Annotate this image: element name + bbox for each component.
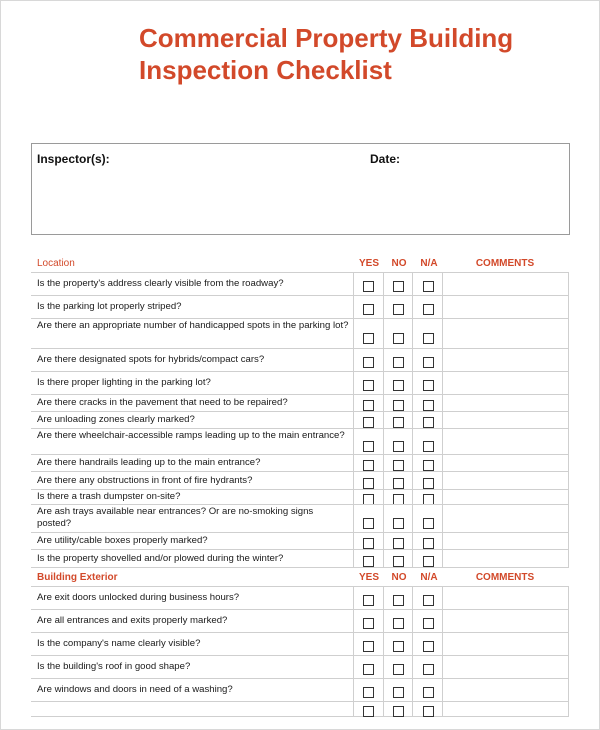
cell-divider [353, 550, 354, 567]
cell-divider [383, 505, 384, 532]
cell-divider [353, 610, 354, 632]
cell-divider [383, 656, 384, 678]
no-checkbox[interactable] [393, 281, 404, 292]
checklist-row [31, 348, 569, 371]
na-checkbox[interactable] [423, 556, 434, 567]
comments-cell[interactable] [443, 550, 567, 567]
cell-divider [353, 429, 354, 454]
cell-divider [383, 702, 384, 716]
yes-checkbox[interactable] [363, 400, 374, 411]
cell-divider [383, 429, 384, 454]
no-checkbox[interactable] [393, 304, 404, 315]
yes-checkbox[interactable] [363, 687, 374, 698]
yes-checkbox[interactable] [363, 618, 374, 629]
cell-divider [353, 633, 354, 655]
checklist-row [31, 272, 569, 295]
checklist-question: Is there proper lighting in the parking lot? [37, 377, 211, 388]
no-column-header: NO [391, 258, 407, 269]
na-checkbox[interactable] [423, 478, 434, 489]
na-checkbox[interactable] [423, 595, 434, 606]
no-checkbox[interactable] [393, 538, 404, 549]
na-checkbox[interactable] [423, 417, 434, 428]
cell-divider [383, 455, 384, 471]
comments-cell[interactable] [443, 656, 567, 678]
checklist-row [31, 532, 569, 549]
cell-divider [383, 412, 384, 428]
comments-cell[interactable] [443, 533, 567, 549]
cell-divider [383, 296, 384, 318]
comments-cell[interactable] [443, 455, 567, 471]
cell-divider [412, 587, 413, 609]
cell-divider [412, 702, 413, 716]
cell-divider [353, 372, 354, 394]
checklist-question: Are ash trays available near entrances? Or are no-smoking signs posted? [37, 506, 314, 529]
comments-cell[interactable] [443, 505, 567, 532]
cell-divider [383, 319, 384, 348]
checklist-question: Is the company's name clearly visible? [37, 638, 201, 649]
checklist-question: Are exit doors unlocked during business hours? [37, 592, 240, 603]
na-checkbox[interactable] [423, 706, 434, 717]
checklist-question: Is the parking lot properly striped? [37, 301, 182, 312]
yes-checkbox[interactable] [363, 706, 374, 717]
comments-cell[interactable] [443, 702, 567, 716]
no-checkbox[interactable] [393, 687, 404, 698]
checklist-row [31, 632, 569, 655]
checklist-row [31, 549, 569, 568]
location-heading: Location [37, 258, 75, 269]
yes-checkbox[interactable] [363, 281, 374, 292]
no-checkbox[interactable] [393, 595, 404, 606]
checklist-question: Are all entrances and exits properly marked? [37, 615, 228, 626]
comments-column-header: COMMENTS [475, 258, 535, 269]
cell-divider [353, 472, 354, 489]
cell-divider [383, 372, 384, 394]
comments-cell[interactable] [443, 349, 567, 371]
cell-divider [383, 273, 384, 295]
cell-divider [412, 633, 413, 655]
cell-divider [412, 656, 413, 678]
cell-divider [412, 372, 413, 394]
checklist-question: Are utility/cable boxes properly marked? [37, 535, 208, 546]
no-checkbox[interactable] [393, 641, 404, 652]
cell-divider [353, 490, 354, 504]
no-checkbox[interactable] [393, 618, 404, 629]
cell-divider [412, 395, 413, 411]
no-checkbox[interactable] [393, 380, 404, 391]
comments-cell[interactable] [443, 610, 567, 632]
table-right-rule [568, 272, 569, 568]
cell-divider [412, 533, 413, 549]
cell-divider [383, 633, 384, 655]
na-checkbox[interactable] [423, 333, 434, 344]
cell-divider [383, 472, 384, 489]
cell-divider [383, 587, 384, 609]
no-checkbox[interactable] [393, 664, 404, 675]
comments-cell[interactable] [443, 490, 567, 504]
na-checkbox[interactable] [423, 518, 434, 529]
location-section-header [31, 255, 569, 272]
cell-divider [353, 349, 354, 371]
na-checkbox[interactable] [423, 618, 434, 629]
cell-divider [383, 550, 384, 567]
page-title [139, 22, 513, 86]
cell-divider [412, 455, 413, 471]
checklist-row [31, 701, 569, 717]
comments-cell[interactable] [443, 412, 567, 428]
yes-checkbox[interactable] [363, 417, 374, 428]
cell-divider [353, 455, 354, 471]
checklist-question: Is the building's roof in good shape? [37, 661, 191, 672]
checklist-question: Are windows and doors in need of a washing? [37, 684, 233, 695]
cell-divider [383, 349, 384, 371]
no-checkbox[interactable] [393, 706, 404, 717]
yes-checkbox[interactable] [363, 460, 374, 471]
cell-divider [412, 412, 413, 428]
cell-divider [412, 472, 413, 489]
checklist-row [31, 609, 569, 632]
na-column-header: N/A [420, 572, 438, 583]
no-checkbox[interactable] [393, 518, 404, 529]
checklist-question: Are there designated spots for hybrids/compact cars? [37, 354, 265, 365]
cell-divider [353, 702, 354, 716]
checklist-row [31, 454, 569, 471]
yes-checkbox[interactable] [363, 478, 374, 489]
na-checkbox[interactable] [423, 687, 434, 698]
no-checkbox[interactable] [393, 400, 404, 411]
no-checkbox[interactable] [393, 333, 404, 344]
no-checkbox[interactable] [393, 460, 404, 471]
yes-checkbox[interactable] [363, 595, 374, 606]
checklist-question: Are there any obstructions in front of fire hydrants? [37, 475, 253, 486]
cell-divider [412, 490, 413, 504]
checklist-question: Is the property's address clearly visible from the roadway? [37, 278, 284, 289]
cell-divider [412, 679, 413, 701]
comments-cell[interactable] [443, 372, 567, 394]
checklist-row [31, 318, 569, 348]
no-checkbox[interactable] [393, 357, 404, 368]
checklist-row [31, 504, 569, 532]
comments-cell[interactable] [443, 273, 567, 295]
checklist-question: Are there handrails leading up to the main entrance? [37, 457, 261, 468]
cell-divider [412, 319, 413, 348]
cell-divider [353, 656, 354, 678]
yes-column-header: YES [358, 258, 379, 269]
checklist-row [31, 471, 569, 489]
na-checkbox[interactable] [423, 357, 434, 368]
cell-divider [383, 679, 384, 701]
checklist-row [31, 655, 569, 678]
yes-checkbox[interactable] [363, 641, 374, 652]
cell-divider [412, 429, 413, 454]
cell-divider [383, 490, 384, 504]
cell-divider [353, 395, 354, 411]
cell-divider [412, 505, 413, 532]
checklist-question: Is there a trash dumpster on-site? [37, 491, 181, 502]
location-rows [31, 272, 569, 568]
cell-divider [383, 395, 384, 411]
cell-divider [353, 296, 354, 318]
cell-divider [353, 273, 354, 295]
comments-cell[interactable] [443, 587, 567, 609]
yes-checkbox[interactable] [363, 357, 374, 368]
checklist-row [31, 295, 569, 318]
checklist-row [31, 678, 569, 701]
yes-checkbox[interactable] [363, 441, 374, 452]
comments-cell[interactable] [443, 472, 567, 489]
yes-checkbox[interactable] [363, 380, 374, 391]
inspector-info-box[interactable] [31, 143, 570, 235]
na-checkbox[interactable] [423, 304, 434, 315]
location-section [31, 255, 569, 568]
checklist-row [31, 428, 569, 454]
comments-cell[interactable] [443, 296, 567, 318]
yes-checkbox[interactable] [363, 333, 374, 344]
cell-divider [383, 533, 384, 549]
cell-divider [412, 349, 413, 371]
yes-checkbox[interactable] [363, 538, 374, 549]
comments-cell[interactable] [443, 429, 567, 454]
no-checkbox[interactable] [393, 417, 404, 428]
inspector-label: Inspector(s): [37, 152, 110, 166]
no-checkbox[interactable] [393, 478, 404, 489]
title-line-1: Commercial Property Building [139, 23, 514, 53]
checklist-question: Is the property shovelled and/or plowed during the winter? [37, 553, 284, 564]
yes-checkbox[interactable] [363, 556, 374, 567]
comments-cell[interactable] [443, 319, 567, 348]
cell-divider [353, 319, 354, 348]
table-right-rule [568, 586, 569, 717]
checklist-question: Are there wheelchair-accessible ramps leading up to the main entrance? [37, 430, 345, 441]
na-column-header: N/A [420, 258, 438, 269]
na-checkbox[interactable] [423, 380, 434, 391]
checklist-row [31, 489, 569, 504]
na-checkbox[interactable] [423, 538, 434, 549]
comments-cell[interactable] [443, 679, 567, 701]
cell-divider [412, 273, 413, 295]
cell-divider [353, 505, 354, 532]
checklist-row [31, 371, 569, 394]
no-column-header: NO [391, 572, 407, 583]
checklist-row [31, 394, 569, 411]
na-checkbox[interactable] [423, 281, 434, 292]
cell-divider [353, 587, 354, 609]
checklist-question: Are unloading zones clearly marked? [37, 414, 195, 425]
checklist-row [31, 411, 569, 428]
na-checkbox[interactable] [423, 441, 434, 452]
exterior-section [31, 569, 569, 717]
cell-divider [412, 296, 413, 318]
na-checkbox[interactable] [423, 664, 434, 675]
comments-column-header: COMMENTS [475, 572, 535, 583]
no-checkbox[interactable] [393, 556, 404, 567]
exterior-rows [31, 586, 569, 717]
yes-column-header: YES [358, 572, 379, 583]
cell-divider [412, 550, 413, 567]
checklist-row [31, 586, 569, 609]
cell-divider [353, 412, 354, 428]
na-checkbox[interactable] [423, 641, 434, 652]
yes-checkbox[interactable] [363, 518, 374, 529]
checklist-question: Are there an appropriate number of handicapped spots in the parking lot? [37, 320, 349, 331]
title-line-2: Inspection Checklist [139, 55, 392, 85]
comments-cell[interactable] [443, 395, 567, 411]
exterior-heading: Building Exterior [37, 572, 118, 583]
cell-divider [353, 679, 354, 701]
cell-divider [412, 610, 413, 632]
cell-divider [353, 533, 354, 549]
exterior-section-header [31, 569, 569, 586]
cell-divider [383, 610, 384, 632]
comments-cell[interactable] [443, 633, 567, 655]
checklist-question: Are there cracks in the pavement that need to be repaired? [37, 397, 288, 408]
na-checkbox[interactable] [423, 460, 434, 471]
no-checkbox[interactable] [393, 441, 404, 452]
na-checkbox[interactable] [423, 400, 434, 411]
yes-checkbox[interactable] [363, 664, 374, 675]
yes-checkbox[interactable] [363, 304, 374, 315]
date-label: Date: [370, 152, 401, 166]
